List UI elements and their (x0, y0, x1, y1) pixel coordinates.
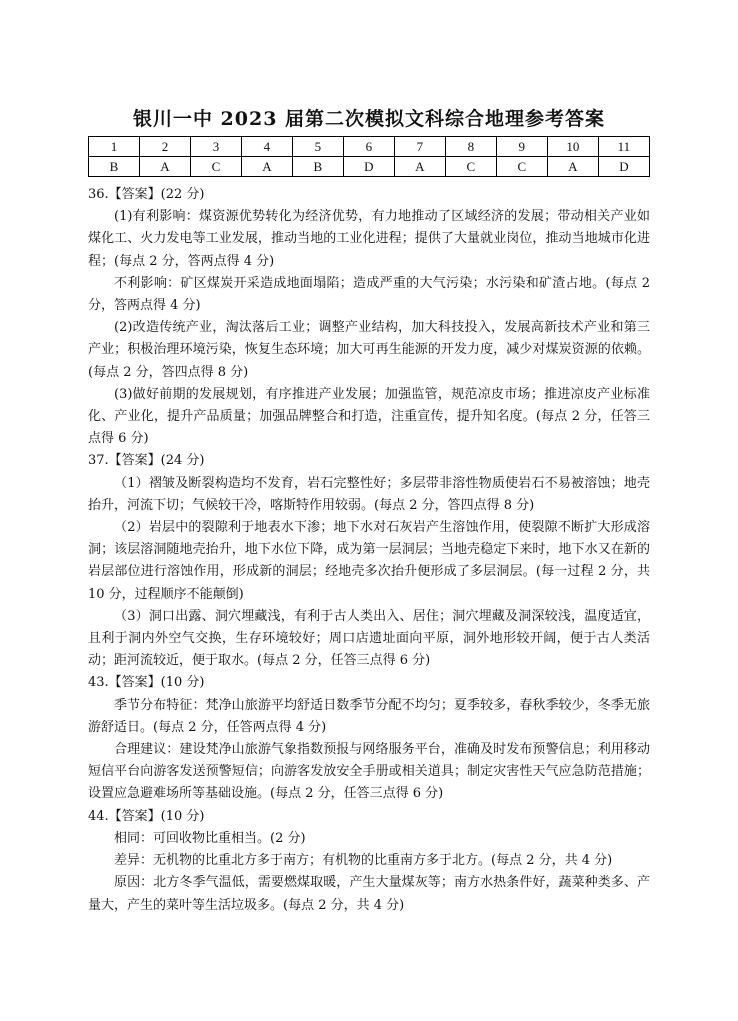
answer-cell: D (598, 157, 649, 177)
q44-reason: 原因：北方冬季气温低，需要燃煤取暖，产生大量煤灰等；南方水热条件好，蔬菜种类多、产量大，产生的菜叶等生活垃圾多。(每点 2 分，共 4 分) (88, 875, 650, 913)
answer-cell: B (292, 157, 343, 177)
question-number-cell: 6 (343, 137, 394, 157)
answer-cell: A (394, 157, 445, 177)
q43-seasonal: 季节分布特征：梵净山旅游平均舒适日数季节分配不均匀；夏季较多，春秋季较少，冬季无旅游舒适日。(每点 2 分，任答两点得 4 分) (88, 697, 650, 735)
answer-cell: C (190, 157, 241, 177)
answer-cell: A (241, 157, 292, 177)
q37-header: 37.【答案】(24 分) (88, 453, 205, 469)
question-number-cell: 3 (190, 137, 241, 157)
question-number-cell: 5 (292, 137, 343, 157)
question-number-cell: 9 (496, 137, 547, 157)
q37-part3: （3）洞口出露、洞穴埋藏浅，有利于古人类出入、居住；洞穴埋藏及洞深较浅，温度适宜，且利于洞内外空气交换，生存环境较好；周口店遗址面向平原，洞外地形较开阔，便于古人类活动；距河流较近，便于取水。(每点 2 分，任答三点得 6 分) (88, 608, 650, 669)
question-number-cell: 11 (598, 137, 649, 157)
question-number-row (89, 137, 650, 157)
question-number-cell: 1 (89, 137, 140, 157)
q37-part2: （2）岩层中的裂隙利于地表水下渗；地下水对石灰岩产生溶蚀作用，使裂隙不断扩大形成溶洞；该层溶洞随地壳抬升，地下水位下降，成为第一层洞层；当地壳稳定下来时，地下水又在新的岩层部位进行溶蚀作用，形成新的洞层；经地壳多次抬升便形成了多层洞层。(每一过程 2 分，共 10 分，过程顺序不能颠倒) (88, 520, 650, 602)
answer-cell: C (496, 157, 547, 177)
answer-table (88, 136, 650, 177)
q36-part1-favorable: (1)有利影响：煤资源优势转化为经济优势，有力地推动了区域经济的发展；带动相关产业如煤化工、火力发电等工业发展，推动当地的工业化进程；提供了大量就业岗位，推动当地城市化进程；(每点 2 分，答两点得 4 分) (88, 209, 650, 269)
answer-cell: A (139, 157, 190, 177)
q36-part3: (3)做好前期的发展规划，有序推进产业发展；加强监管，规范凉皮市场；推进凉皮产业标准化、产业化，提升产品质量；加强品牌整合和打造，注重宣传，提升知名度。(每点 2 分，任答三点得 6 分) (88, 386, 650, 447)
question-number-cell: 4 (241, 137, 292, 157)
q44-difference: 差异：无机物的比重北方多于南方；有机物的比重南方多于北方。(每点 2 分，共 4 分) (114, 853, 613, 869)
answer-cell: D (343, 157, 394, 177)
question-number-cell: 2 (139, 137, 190, 157)
q44-header: 44.【答案】(10 分) (88, 808, 205, 824)
q36-header: 36.【答案】(22 分) (88, 187, 205, 202)
answer-row (89, 157, 650, 177)
q36-part2: (2)改造传统产业，淘汰落后工业；调整产业结构，加大科技投入，发展高新技术产业和第三产业；积极治理环境污染，恢复生态环境；加大可再生能源的开发力度，减少对煤炭资源的依赖。(每点 2 分，答四点得 8 分) (88, 320, 650, 380)
q43-header: 43.【答案】(10 分) (88, 675, 205, 691)
answer-content (88, 184, 650, 917)
q37-part1: （1）褶皱及断裂构造均不发育，岩石完整性好；多层带非溶性物质使岩石不易被溶蚀；地壳抬升，河流下切；气候较干冷，喀斯特作用较弱。(每点 2 分，答四点得 8 分) (88, 475, 650, 513)
question-number-cell: 7 (394, 137, 445, 157)
q44-same: 相同：可回收物比重相当。(2 分) (114, 830, 306, 846)
q36-part1-unfavorable: 不利影响：矿区煤炭开采造成地面塌陷；造成严重的大气污染；水污染和矿渣占地。(每点 2 分，答两点得 4 分) (88, 275, 650, 314)
answer-cell: A (547, 157, 598, 177)
page-title: 银川一中 2023 届第二次模拟文科综合地理参考答案 (132, 108, 606, 130)
answer-cell: C (445, 157, 496, 177)
answer-cell: B (89, 157, 140, 177)
question-number-cell: 8 (445, 137, 496, 157)
question-number-cell: 10 (547, 137, 598, 157)
q43-suggestions: 合理建议：建设梵净山旅游气象指数预报与网络服务平台，准确及时发布预警信息；利用移动短信平台向游客发送预警短信；向游客发放安全手册或相关道具；制定灾害性天气应急防范措施；设置应急避难场所等基础设施。(每点 2 分，任答三点得 6 分) (88, 742, 650, 802)
